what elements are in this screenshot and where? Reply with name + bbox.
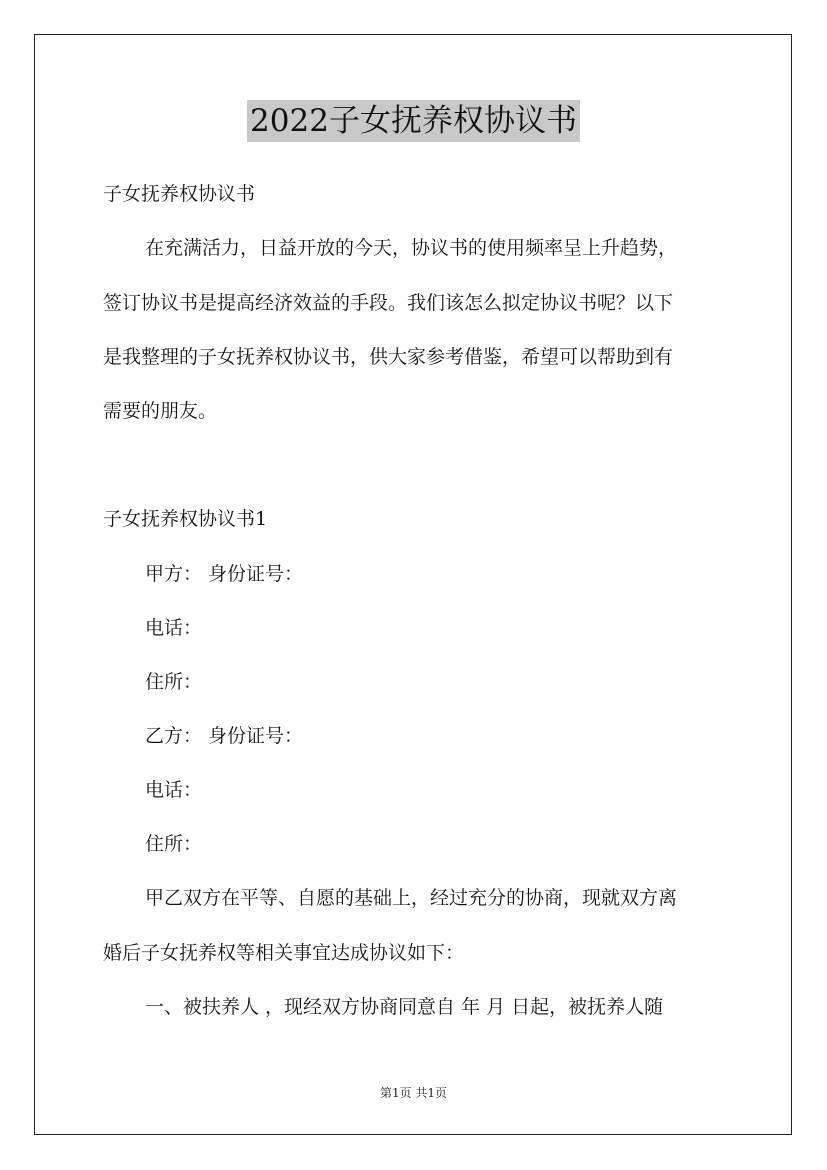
document-subtitle: 子女抚养权协议书 [103, 183, 256, 205]
page-footer: 第1页 共1页 [379, 1086, 448, 1100]
body-line-2: 婚后子女抚养权等相关事宜达成协议如下： [103, 942, 465, 964]
party-b-address: 住所： [145, 833, 203, 855]
party-b-phone: 电话： [145, 779, 203, 801]
section-heading: 子女抚养权协议书1 [103, 508, 268, 530]
party-a-phone: 电话： [145, 617, 203, 639]
intro-line-1: 在充满活力，日益开放的今天，协议书的使用频率呈上升趋势， [145, 237, 678, 259]
party-a-id-line: 甲方： 身份证号： [145, 563, 304, 585]
intro-line-4: 需要的朋友。 [103, 400, 218, 422]
intro-line-3: 是我整理的子女抚养权协议书，供大家参考借鉴，希望可以帮助到有 [103, 346, 674, 368]
intro-line-2: 签订协议书是提高经济效益的手段。我们该怎么拟定协议书呢？以下 [103, 292, 674, 314]
body-line-1: 甲乙双方在平等、自愿的基础上，经过充分的协商，现就双方离 [145, 887, 678, 909]
document-title: 2022子女抚养权协议书 [247, 100, 580, 142]
party-b-id-line: 乙方： 身份证号： [145, 725, 304, 747]
title-container [0, 100, 827, 142]
party-a-address: 住所： [145, 671, 203, 693]
body-line-3: 一、被扶养人 ，现经双方协商同意自 年 月 日起，被抚养人随 [145, 996, 664, 1018]
